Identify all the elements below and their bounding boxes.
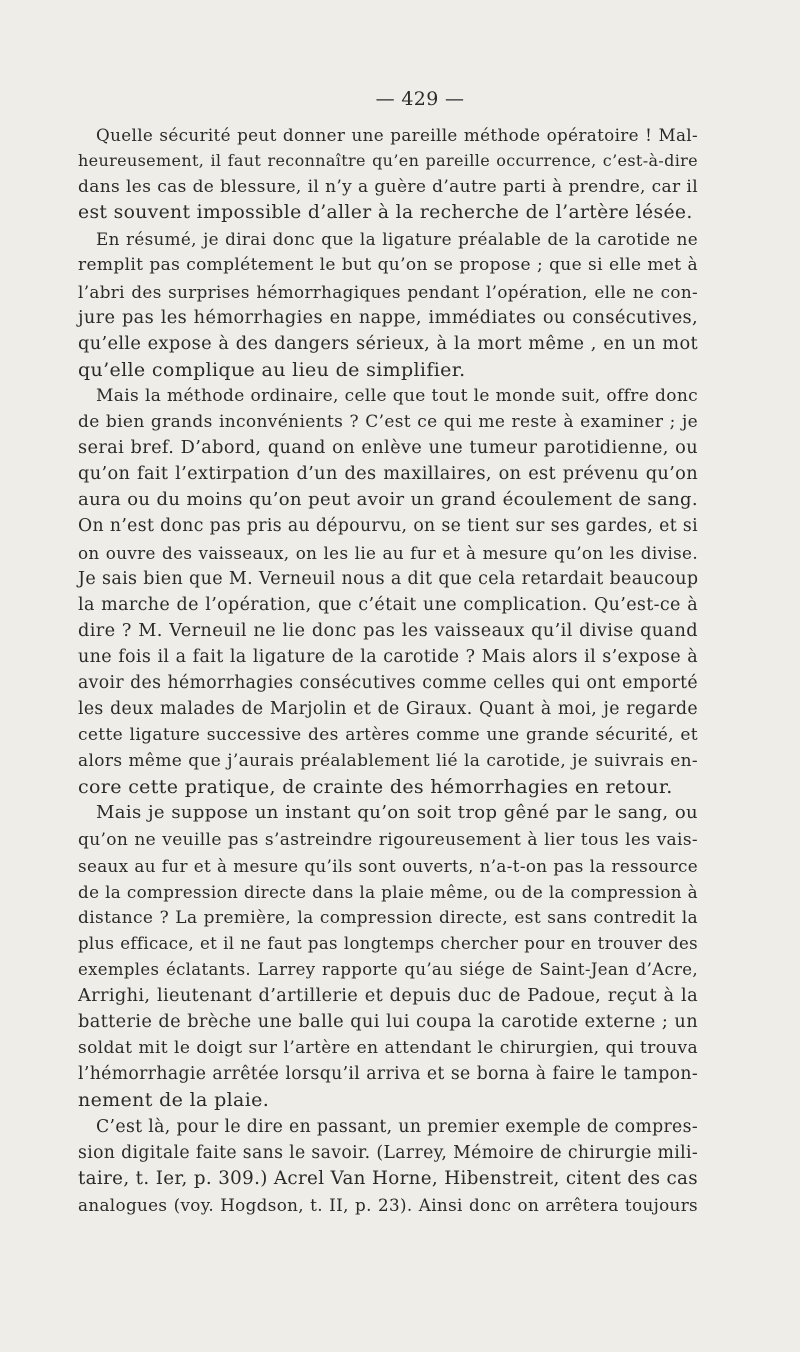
text-line: serai bref. D’abord, quand on enlève une tumeur parotidienne, ou xyxy=(78,438,698,459)
text-line: soldat mit le doigt sur l’artère en attendant le chirurgien, qui trouva xyxy=(78,1038,698,1059)
text-line: distance ? La première, la compression directe, est sans contredit la xyxy=(78,907,698,928)
text-line: la marche de l’opération, que c’était une complication. Qu’est-ce à xyxy=(78,594,698,615)
text-line: une fois il a fait la ligature de la carotide ? Mais alors il s’expose à xyxy=(78,646,698,667)
text-line: sion digitale faite sans le savoir. (Larrey, Mémoire de chirurgie mili- xyxy=(78,1142,698,1163)
text-line: de bien grands inconvénients ? C’est ce qui me reste à examiner ; je xyxy=(78,412,698,433)
paragraph-5 xyxy=(78,1114,698,1218)
text-line: l’abri des surprises hémorrhagiques pendant l’opération, elle ne con- xyxy=(78,281,698,302)
text-line: alors même que j’aurais préalablement lié la carotide, je suivrais en- xyxy=(78,751,698,772)
text-line: batterie de brèche une balle qui lui coupa la carotide externe ; un xyxy=(78,1012,698,1033)
text-line: heureusement, il faut reconnaître qu’en pareille occurrence, c’est-à-dire xyxy=(78,151,698,171)
text-line: les deux malades de Marjolin et de Giraux. Quant à moi, je regarde xyxy=(78,699,698,720)
text-line: Quelle sécurité peut donner une pareille méthode opératoire ! Mal- xyxy=(96,125,698,145)
paragraph-3 xyxy=(78,383,698,801)
page-number: — 429 — xyxy=(375,88,465,110)
text-line: nement de la plaie. xyxy=(78,1089,270,1112)
text-line: seaux au fur et à mesure qu’ils sont ouverts, n’a-t-on pas la ressource xyxy=(78,855,698,876)
text-line: de la compression directe dans la plaie même, ou de la compression à xyxy=(78,881,698,902)
page-header xyxy=(0,88,758,110)
text-line: l’hémorrhagie arrêtée lorsqu’il arriva et se borna à faire le tampon- xyxy=(78,1064,698,1085)
body-text xyxy=(78,122,698,1218)
text-line: analogues (voy. Hogdson, t. II, p. 23). Ainsi donc on arrêtera toujours xyxy=(78,1194,698,1215)
text-line: on ouvre des vaisseaux, on les lie au fur et à mesure qu’on les divise. xyxy=(78,542,698,563)
text-line: dire ? M. Verneuil ne lie donc pas les vaisseaux qu’il divise quand xyxy=(78,620,698,641)
text-line: aura ou du moins qu’on peut avoir un grand écoulement de sang. xyxy=(78,489,698,511)
text-line: remplit pas complétement le but qu’on se propose ; que si elle met à xyxy=(78,255,698,276)
text-line: C’est là, pour le dire en passant, un premier exemple de compres- xyxy=(96,1116,698,1137)
text-line: Arrighi, lieutenant d’artillerie et depuis duc de Padoue, reçut à la xyxy=(78,986,698,1007)
text-line: avoir des hémorrhagies consécutives comme celles qui ont emporté xyxy=(78,672,698,693)
text-line: qu’on ne veuille pas s’astreindre rigoureusement à lier tous les vais- xyxy=(78,829,698,850)
text-line: taire, t. Ier, p. 309.) Acrel Van Horne, Hibenstreit, citent des cas xyxy=(78,1167,698,1189)
text-line: jure pas les hémorrhagies en nappe, immédiates ou consécutives, xyxy=(78,307,698,328)
text-line: plus efficace, et il ne faut pas longtemps chercher pour en trouver des xyxy=(78,933,698,953)
paragraph-1 xyxy=(78,122,698,226)
text-line: qu’on fait l’extirpation d’un des maxillaires, on est prévenu qu’on xyxy=(78,464,698,485)
text-line: core cette pratique, de crainte des hémorrhagies en retour. xyxy=(78,776,673,799)
text-line: qu’elle expose à des dangers sérieux, à la mort même , en un mot xyxy=(78,333,698,354)
text-line: cette ligature successive des artères comme une grande sécurité, et xyxy=(78,725,698,746)
text-line: Je sais bien que M. Verneuil nous a dit que cela retardait beaucoup xyxy=(78,568,699,589)
paragraph-2 xyxy=(78,226,698,383)
text-line: exemples éclatants. Larrey rapporte qu’au siége de Saint-Jean d’Acre, xyxy=(78,960,698,979)
text-line: dans les cas de blessure, il n’y a guère d’autre parti à prendre, car il xyxy=(78,177,698,198)
text-line: En résumé, je dirai donc que la ligature préalable de la carotide ne xyxy=(96,229,698,250)
text-line: est souvent impossible d’aller à la recherche de l’artère lésée. xyxy=(78,202,693,224)
paragraph-4 xyxy=(78,800,698,1113)
text-line: Mais la méthode ordinaire, celle que tout le monde suit, offre donc xyxy=(96,385,698,406)
text-line: Mais je suppose un instant qu’on soit trop gêné par le sang, ou xyxy=(96,802,698,824)
text-line: qu’elle complique au lieu de simplifier. xyxy=(78,358,466,381)
text-line: On n’est donc pas pris au dépourvu, on se tient sur ses gardes, et si xyxy=(78,516,698,537)
